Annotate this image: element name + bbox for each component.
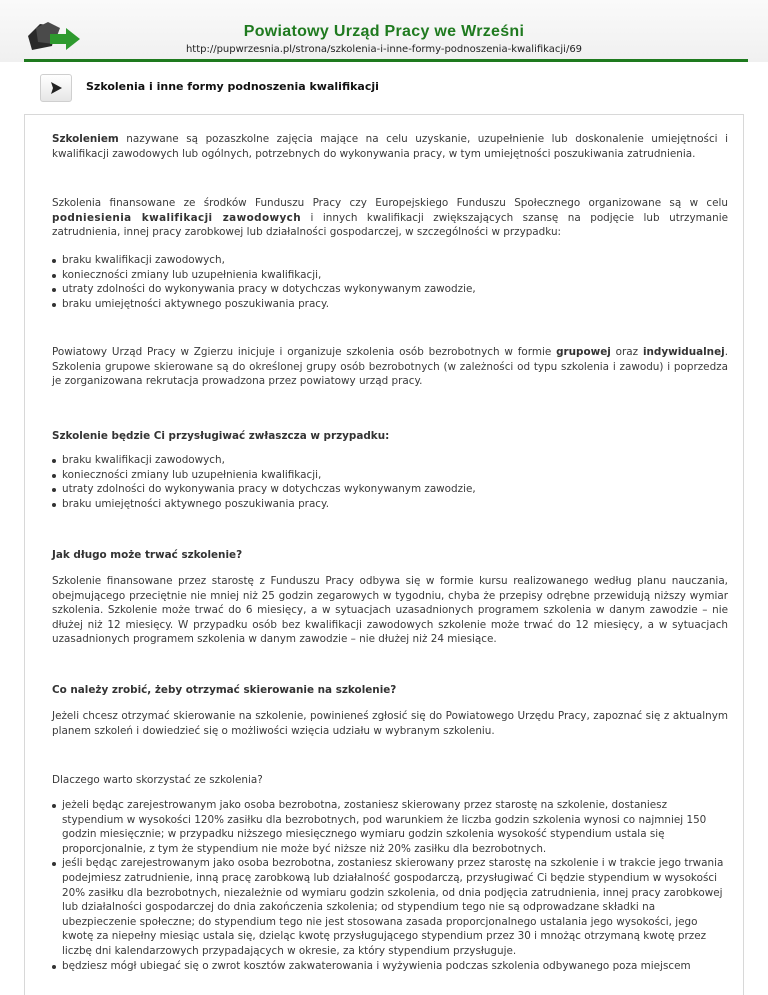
howto-paragraph [52,709,728,738]
page-url[interactable]: http://pupwrzesnia.pl/strona/szkolenia-i-inne-formy-podnoszenia-kwalifikacji/69 [185,44,583,55]
org-text-1: Powiatowy Urząd Pracy w Zgierzu inicjuje i organizuje szkolenia osób bezrobotnych w formie [52,346,557,358]
section-heading: Szkolenie będzie Ci przysługiwać zwłaszcza w przypadku: [52,430,390,442]
howto-text: Jeżeli chcesz otrzymać skierowanie na szkolenie, powinieneś zgłosić się do Powiatowego Urzędu Pracy, zapoznać się z aktualnym planem szkoleń i dowiedzieć się o możliwości wzięcia udziału w wybranym szkoleniu. [52,710,728,737]
site-header [0,0,768,62]
nav-arrow-button[interactable] [40,74,72,102]
list-item: jeżeli będąc zarejestrowanym jako osoba bezrobotna, zostaniesz skierowany przez starostę na szkolenie, dostaniesz stypendium w wysokości 120% zasiłku dla bezrobotnych, pod warunkiem że liczba godzin szkolenia wynosi co najmniej 150 godzin miesięcznie; w przypadku niższego miesięcznego wymiaru godzin szkolenia wysokość stypendium ustala się proporcjonalnie, z tym że stypendium nie może być niższe niż 20% zasiłku dla bezrobotnych. [52,798,728,856]
intro-text: nazywane są pozaszkolne zajęcia mające na celu uzyskanie, uzupełnienie lub doskonalenie umiejętności i kwalifikacji zawodowych lub ogólnych, potrzebnych do wykonywania pracy, w tym umiejętności poszukiwania zatrudnienia. [52,133,728,160]
duration-text: Szkolenie finansowane przez starostę z Funduszu Pracy odbywa się w formie kursu realizowanego według planu nauczania, obejmującego przeciętnie nie mniej niż 25 godzin zegarowych w tygodniu, chyba że przepisy odrębne przewidują niższy wymiar szkolenia. Szkolenie może trwać do 6 miesięcy, a w sytuacjach uzasadnionych programem szkolenia w danym zawodzie – nie dłużej niż 12 miesięcy. W przypadku osób bez kwalifikacji zawodowych szkolenie może trwać do 12 miesięcy, a w sytuacjach uzasadnionych programem szkolenia w danym zawodzie – nie dłużej niż 24 miesiące. [52,575,728,646]
funding-bold: podniesienia kwalifikacji zawodowych [52,211,302,224]
duration-paragraph [52,574,728,647]
funding-paragraph [52,196,728,240]
list-item: konieczności zmiany lub uzupełnienia kwalifikacji, [52,268,728,283]
org-bold-1: grupowej [556,346,611,358]
page-title-row [40,74,740,102]
arrow-right-icon [49,81,63,95]
section-heading: Dlaczego warto skorzystać ze szkolenia? [52,774,263,786]
list-item: utraty zdolności do wykonywania pracy w dotychczas wykonywanym zawodzie, [52,482,728,497]
list-item: braku umiejętności aktywnego poszukiwania pracy. [52,297,728,312]
reasons-list [52,253,728,311]
list-item: konieczności zmiany lub uzupełnienia kwalifikacji, [52,468,728,483]
list-item: jeśli będąc zarejestrowanym jako osoba bezrobotna, zostaniesz skierowany przez starostę na szkolenie i w trakcie jego trwania podejmiesz zatrudnienie, inną pracę zarobkową lub działalność gospodarczą, przysługiwać Ci będzie stypendium w wysokości 20% zasiłku dla bezrobotnych, niezależnie od wymiaru godzin szkolenia, od dnia podjęcia zatrudnienia, innej pracy zarobkowej lub działalności gospodarczej do dnia zakończenia szkolenia; od stypendium tego nie są odprowadzane składki na ubezpieczenie społeczne; do stypendium tego nie jest stosowana zasada proporcjonalnego ustalania jego wysokości, jego kwotę za niepełny miesiąc ustala się, dzieląc kwotę przysługującego stypendium przez 30 i mnożąc otrzymaną kwotę przez liczbę dni kalendarzowych przypadających w okresie, za który stypendium przysługuje. [52,856,728,958]
intro-term: Szkoleniem [52,133,119,145]
list-item: będziesz mógł ubiegać się o zwrot kosztów zakwaterowania i wyżywienia podczas szkolenia odbywanego poza miejscem [52,959,728,974]
funding-text-2: i innych kwalifikacji zwiększających szansę na podjęcie lub utrzymanie zatrudnienia, innej pracy zarobkowej lub działalności gospodarczej, w szczególności w przypadku: [52,211,728,239]
section-heading: Jak długo może trwać szkolenie? [52,549,243,561]
list-item: braku kwalifikacji zawodowych, [52,453,728,468]
organization-paragraph [52,345,728,389]
section-heading: Co należy zrobić, żeby otrzymać skierowanie na szkolenie? [52,684,397,696]
org-bold-2: indywidualnej [642,346,725,358]
site-title: Powiatowy Urząd Pracy we Wrześni [243,23,525,40]
list-item: utraty zdolności do wykonywania pracy w dotychczas wykonywanym zawodzie, [52,282,728,297]
org-text-2: . Szkolenia grupowe skierowane są do określonej grupy osób bezrobotnych (w zależności od typu szkolenia i zawodu) i poprzedza je zorganizowana rekrutacja prowadzona przez powiatowy urząd pracy. [52,346,728,388]
list-item: braku umiejętności aktywnego poszukiwania pracy. [52,497,728,512]
list-item: braku kwalifikacji zawodowych, [52,253,728,268]
page-title: Szkolenia i inne formy podnoszenia kwalifikacji [86,80,379,93]
funding-text-1: Szkolenia finansowane ze środków Funduszu Pracy czy Europejskiego Funduszu Społecznego organizowane są w celu [52,197,728,209]
org-text-mid: oraz [610,346,643,358]
benefits-list [52,798,728,973]
intro-paragraph [52,132,728,161]
eligibility-list [52,453,728,511]
header-divider [24,59,748,62]
